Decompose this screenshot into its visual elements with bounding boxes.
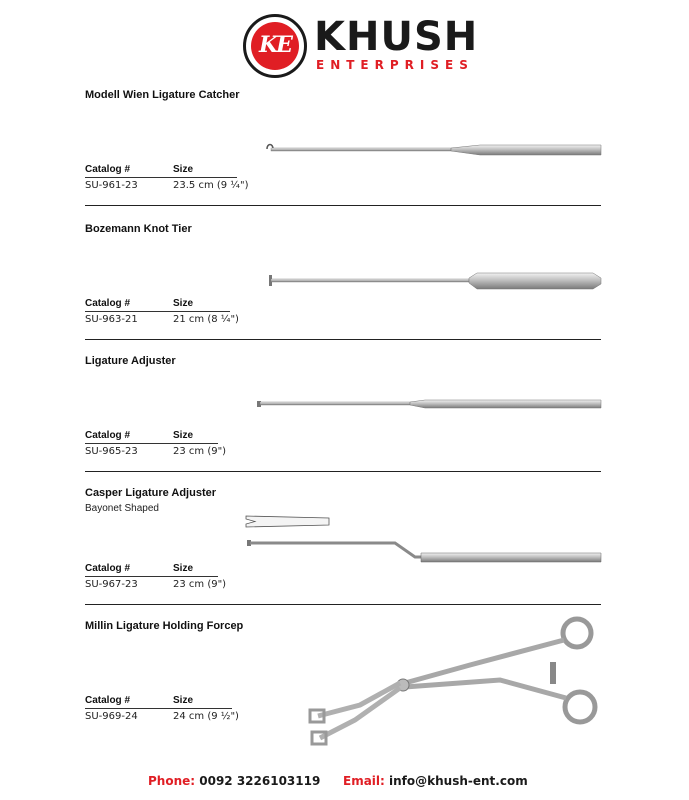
ligature-catcher-image bbox=[265, 140, 605, 160]
catalog-underline bbox=[85, 576, 218, 577]
size-value: 23 cm (9") bbox=[173, 446, 227, 457]
catalog-number: SU-967-23 bbox=[85, 579, 138, 590]
size-value: 23.5 cm (9 ¼") bbox=[173, 180, 249, 191]
catalog-underline bbox=[85, 311, 230, 312]
size-label: Size bbox=[173, 430, 194, 441]
size-label: Size bbox=[173, 298, 194, 309]
catalog-number: SU-969-24 bbox=[85, 711, 138, 722]
logo-mark bbox=[251, 22, 299, 70]
footer-phone bbox=[148, 774, 320, 788]
catalog-underline bbox=[85, 708, 232, 709]
catalog-number: SU-961-23 bbox=[85, 180, 138, 191]
ligature-adjuster-image bbox=[255, 397, 605, 411]
catalog-label: Catalog # bbox=[85, 695, 131, 706]
catalog-underline bbox=[85, 443, 218, 444]
catalog-label: Catalog # bbox=[85, 298, 131, 309]
holding-forcep-image bbox=[300, 610, 605, 760]
product-title: Millin Ligature Holding Forcep bbox=[85, 620, 244, 632]
catalog-number: SU-963-21 bbox=[85, 314, 138, 325]
size-label: Size bbox=[173, 695, 194, 706]
product-subtitle: Bayonet Shaped bbox=[85, 503, 159, 514]
size-label: Size bbox=[173, 563, 194, 574]
section-divider bbox=[85, 339, 601, 340]
email-label: Email: bbox=[343, 774, 385, 788]
brand-name: KHUSH bbox=[314, 14, 479, 60]
footer-email bbox=[343, 774, 528, 788]
logo-initials: KE bbox=[259, 32, 291, 58]
catalog-label: Catalog # bbox=[85, 563, 131, 574]
size-label: Size bbox=[173, 164, 194, 175]
catalog-label: Catalog # bbox=[85, 164, 131, 175]
email-address[interactable]: info@khush-ent.com bbox=[389, 774, 528, 788]
size-value: 24 cm (9 ½") bbox=[173, 711, 239, 722]
product-title: Modell Wien Ligature Catcher bbox=[85, 89, 240, 101]
knot-tier-image bbox=[265, 270, 605, 294]
catalog-underline bbox=[85, 177, 237, 178]
phone-number[interactable]: 0092 3226103119 bbox=[199, 774, 321, 788]
section-divider bbox=[85, 604, 601, 605]
product-title: Bozemann Knot Tier bbox=[85, 223, 192, 235]
catalog-label: Catalog # bbox=[85, 430, 131, 441]
tip-detail-image bbox=[243, 512, 338, 532]
company-logo bbox=[243, 14, 307, 78]
bayonet-adjuster-image bbox=[245, 535, 605, 565]
size-value: 23 cm (9") bbox=[173, 579, 227, 590]
section-divider bbox=[85, 205, 601, 206]
phone-label: Phone: bbox=[148, 774, 196, 788]
section-divider bbox=[85, 471, 601, 472]
product-title: Casper Ligature Adjuster bbox=[85, 487, 217, 499]
size-value: 21 cm (8 ¼") bbox=[173, 314, 239, 325]
brand-subtitle: ENTERPRISES bbox=[316, 58, 474, 72]
product-title: Ligature Adjuster bbox=[85, 355, 176, 367]
catalog-number: SU-965-23 bbox=[85, 446, 138, 457]
